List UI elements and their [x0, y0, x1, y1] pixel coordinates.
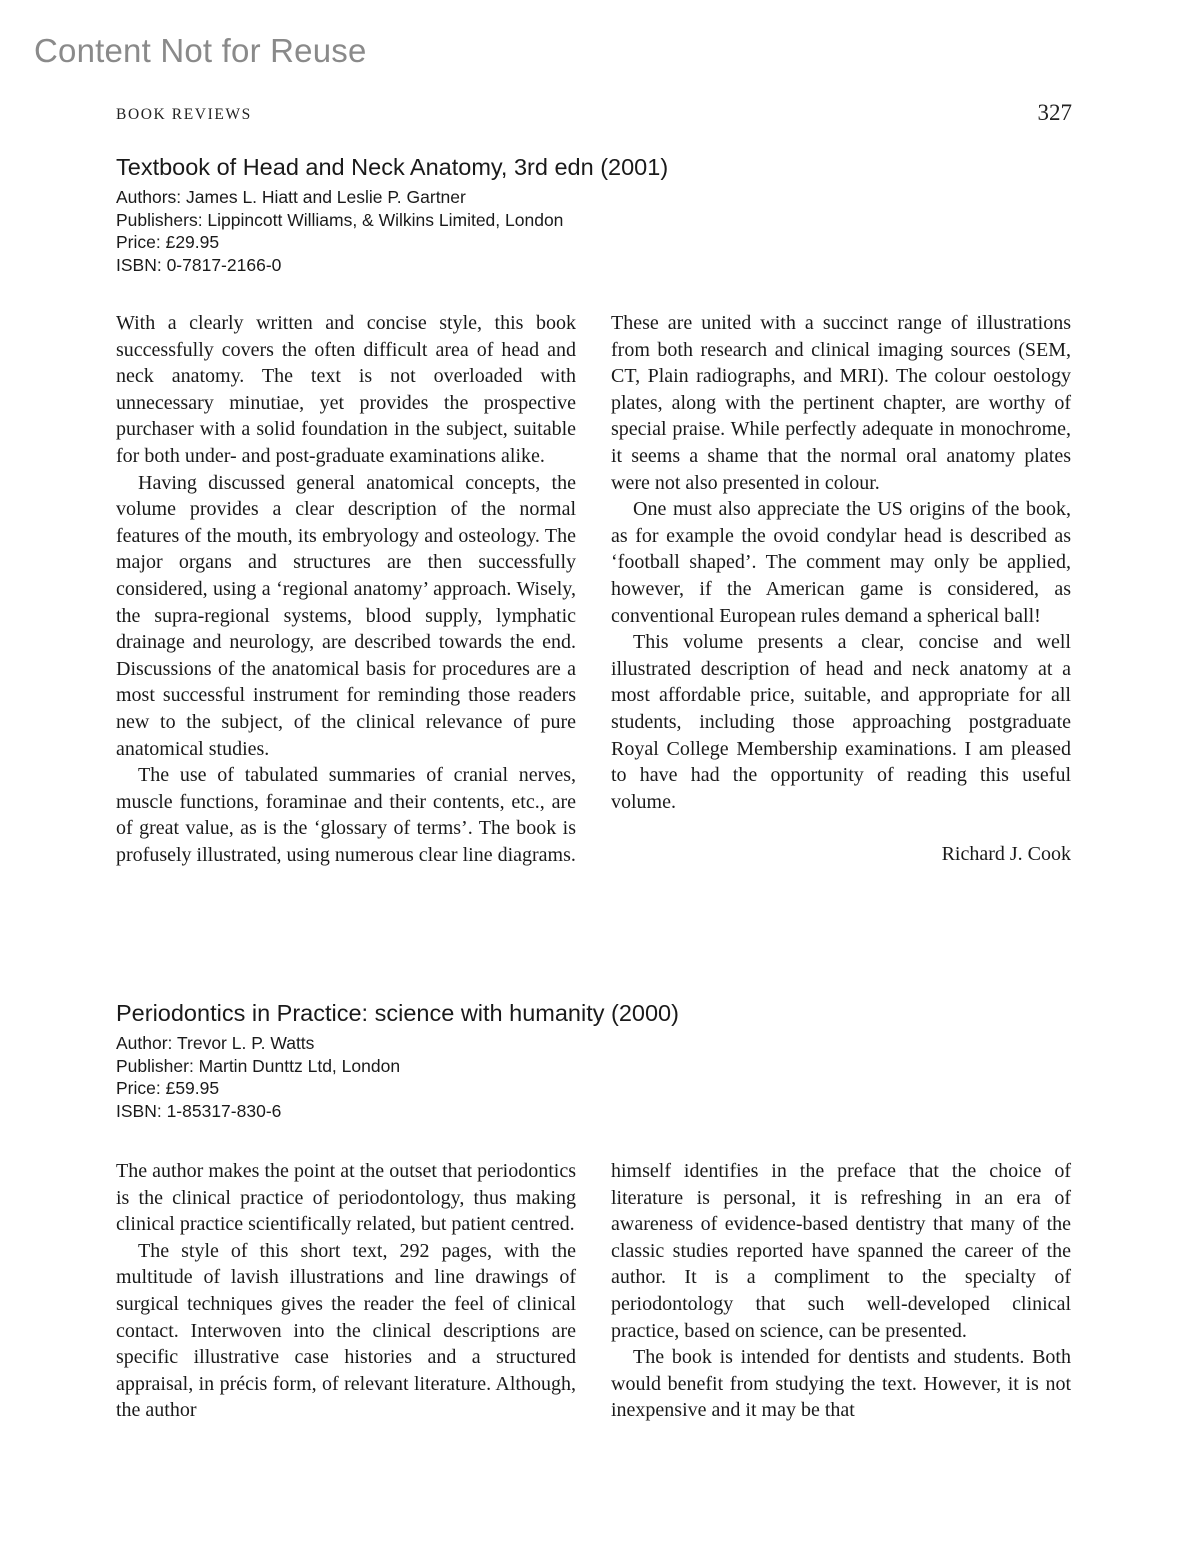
review-paragraph: The style of this short text, 292 pages, with the multitude of lavish illustrations and line drawings of surgical techniques gives the reader the feel of clinical contact. Interwoven into the clinical descriptions are specific illustrative case histories and a structured appraisal, in précis form, of relevant literature. Although, the author — [116, 1239, 576, 1422]
book-publisher: Publishers: Lippincott Williams, & Wilkins Limited, London — [116, 209, 564, 230]
left-column — [116, 1158, 576, 1424]
reviewer-name: Richard J. Cook — [941, 843, 1071, 866]
review-paragraph: These are united with a succinct range of illustrations from both research and clinical imaging sources (SEM, CT, Plain radiographs, and MRI). The colour oestology plates, along with the pertinent chapter, are worthy of special praise. While perfectly adequate in monochrome, it seems a shame that the normal oral anatomy plates were not also presented in colour. — [611, 312, 1071, 494]
watermark-text: Content Not for Reuse — [34, 32, 367, 69]
right-column — [611, 310, 1071, 868]
left-column — [116, 310, 576, 868]
review-paragraph: With a clearly written and concise style, this book successfully covers the often difficult area of head and neck anatomy. The text is not overloaded with unnecessary minutiae, yet provides the prospective purchaser with a solid foundation in the subject, suitable for both under- and post-graduate examinations alike. — [116, 312, 576, 467]
review-body — [116, 310, 1071, 868]
review-paragraph: This volume presents a clear, concise and well illustrated description of head and neck anatomy at a most affordable price, suitable, and appropriate for all students, including those approaching postgraduate Royal College Membership examinations. I am pleased to have had the opportunity of reading this useful volume. — [611, 631, 1071, 813]
review-paragraph: One must also appreciate the US origins of the book, as for example the ovoid condylar head is described as ‘football shaped’. The comment may only be applied, however, if the American game is considered, as conventional European rules demand a spherical ball! — [611, 498, 1071, 627]
book-review — [116, 152, 1071, 866]
review-paragraph: The use of tabulated summaries of cranial nerves, muscle functions, foraminae and their contents, etc., are of great value, as is the ‘glossary of terms’. The book is profusely illustrated, using numerous clear line diagrams. — [116, 764, 576, 866]
book-title: Periodontics in Practice: science with humanity (2000) — [116, 1000, 679, 1026]
book-review — [116, 998, 1071, 1422]
book-authors: Author: Trevor L. P. Watts — [116, 1033, 315, 1053]
review-paragraph: The author makes the point at the outset that periodontics is the clinical practice of periodontology, thus making clinical practice scientifically related, but patient centred. — [116, 1160, 576, 1236]
book-isbn: ISBN: 0-7817-2166-0 — [116, 254, 282, 275]
right-column — [611, 1158, 1071, 1424]
review-body — [116, 1158, 1071, 1424]
book-price: Price: £59.95 — [116, 1078, 220, 1098]
book-price: Price: £29.95 — [116, 232, 220, 252]
book-isbn: ISBN: 1-85317-830-6 — [116, 1100, 282, 1121]
book-title: Textbook of Head and Neck Anatomy, 3rd edn (2001) — [116, 154, 669, 180]
page-number: 327 — [1037, 100, 1072, 125]
review-paragraph: himself identifies in the preface that the choice of literature is personal, it is refreshing in an era of awareness of evidence-based dentistry that many of the classic studies reported have spanned the career of the author. It is a compliment to the specialty of periodontology that such well-developed clinical practice, based on science, can be presented. — [611, 1160, 1071, 1342]
book-publisher: Publisher: Martin Dunttz Ltd, London — [116, 1055, 401, 1076]
running-head: BOOK REVIEWS — [116, 106, 252, 123]
book-authors: Authors: James L. Hiatt and Leslie P. Gartner — [116, 187, 466, 207]
review-paragraph: The book is intended for dentists and students. Both would benefit from studying the text. However, it is not inexpensive and it may be that — [611, 1346, 1071, 1422]
review-paragraph: Having discussed general anatomical concepts, the volume provides a clear description of the normal features of the mouth, its embryology and osteology. The major organs and structures are then successfully considered, using a ‘regional anatomy’ approach. Wisely, the supra-regional systems, blood supply, lymphatic drainage and neurology, are described towards the end. Discussions of the anatomical basis for procedures are a most successful instrument for reminding those readers new to the subject, of the clinical relevance of pure anatomical studies. — [116, 471, 576, 760]
